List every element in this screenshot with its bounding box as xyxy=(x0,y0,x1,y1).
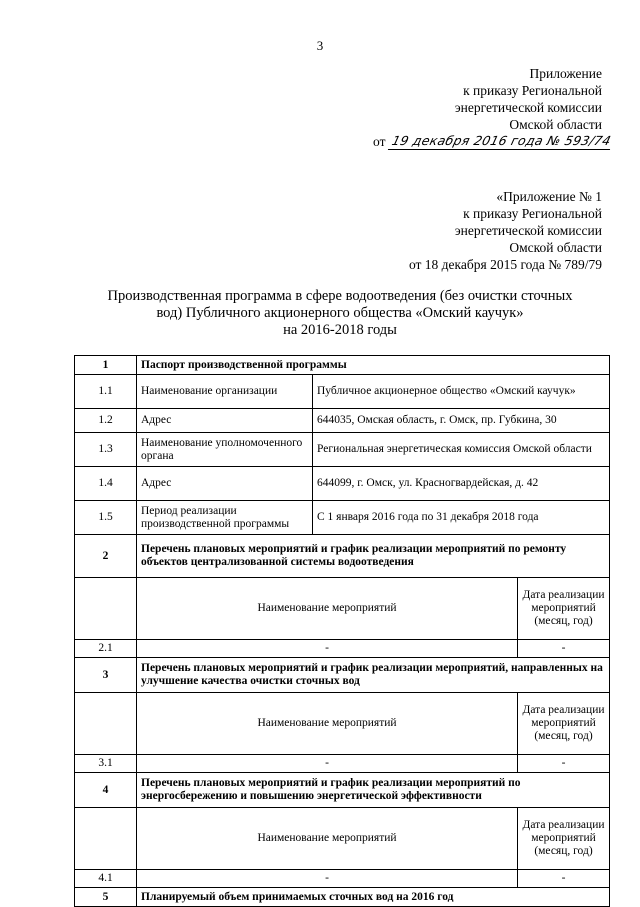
row-number: 1.2 xyxy=(75,409,137,433)
table-row xyxy=(75,375,610,409)
row-value: 644035, Омская область, г. Омск, пр. Губкина, 30 xyxy=(313,409,610,433)
row-number: 1.4 xyxy=(75,467,137,501)
section-number: 3 xyxy=(75,658,137,693)
row-value: С 1 января 2016 года по 31 декабря 2018 года xyxy=(313,501,610,535)
column-header-name: Наименование мероприятий xyxy=(137,693,518,755)
table-row xyxy=(75,808,610,870)
title-line: вод) Публичного акционерного общества «Омский каучук» xyxy=(156,305,524,321)
row-number: 4.1 xyxy=(75,870,137,888)
row-value: Публичное акционерное общество «Омский каучук» xyxy=(313,375,610,409)
section-number: 4 xyxy=(75,773,137,808)
appendix-line: Омской области xyxy=(509,240,602,255)
row-number: 1.3 xyxy=(75,433,137,467)
table-row xyxy=(75,658,610,693)
row-label: Адрес xyxy=(137,409,313,433)
table-row xyxy=(75,578,610,640)
appendix-header xyxy=(455,65,602,133)
empty-cell xyxy=(75,693,137,755)
row-number: 2.1 xyxy=(75,640,137,658)
table-row xyxy=(75,888,610,907)
appendix-line: к приказу Региональной xyxy=(463,206,602,221)
appendix-line: Приложение xyxy=(529,66,602,81)
appendix-line: энергетической комиссии xyxy=(454,223,602,238)
column-header-date: Дата реализации мероприятий (месяц, год) xyxy=(518,808,610,870)
column-header-date: Дата реализации мероприятий (месяц, год) xyxy=(518,578,610,640)
table-row xyxy=(75,693,610,755)
row-date: - xyxy=(518,870,610,888)
row-label: Наименование уполномоченного органа xyxy=(137,433,313,467)
row-number: 3.1 xyxy=(75,755,137,773)
program-table xyxy=(74,355,610,907)
section-title: Паспорт производственной программы xyxy=(137,356,610,375)
section-title: Перечень плановых мероприятий и график реализации мероприятий, направленных на улучшение качества очистки сточных вод xyxy=(137,658,610,693)
section-number: 1 xyxy=(75,356,137,375)
appendix-line: Омской области xyxy=(509,117,602,132)
handwritten-order-date: 19 декабря 2016 года № 593/74 xyxy=(387,133,614,150)
empty-cell xyxy=(75,578,137,640)
appendix-line: к приказу Региональной xyxy=(463,83,602,98)
table-row xyxy=(75,535,610,578)
section-title: Перечень плановых мероприятий и график реализации мероприятий по ремонту объектов централизованной системы водоотведения xyxy=(137,535,610,578)
table-row xyxy=(75,870,610,888)
row-date: - xyxy=(518,640,610,658)
document-title xyxy=(80,288,600,339)
section-number: 2 xyxy=(75,535,137,578)
table-row xyxy=(75,773,610,808)
table-row xyxy=(75,640,610,658)
section-title: Перечень плановых мероприятий и график реализации мероприятий по энергосбережению и повышению энергетической эффективности xyxy=(137,773,610,808)
row-value: Региональная энергетическая комиссия Омской области xyxy=(313,433,610,467)
section-title: Планируемый объем принимаемых сточных вод на 2016 год xyxy=(137,888,610,907)
section-number: 5 xyxy=(75,888,137,907)
row-name: - xyxy=(137,640,518,658)
row-value: 644099, г. Омск, ул. Красногвардейская, д. 42 xyxy=(313,467,610,501)
page-number: 3 xyxy=(316,38,324,53)
row-date: - xyxy=(518,755,610,773)
original-appendix-header xyxy=(409,188,602,273)
row-label: Адрес xyxy=(137,467,313,501)
order-date-line xyxy=(373,133,612,150)
row-name: - xyxy=(137,755,518,773)
empty-cell xyxy=(75,808,137,870)
row-number: 1.1 xyxy=(75,375,137,409)
row-number: 1.5 xyxy=(75,501,137,535)
title-line: Производственная программа в сфере водоотведения (без очистки сточных xyxy=(107,288,573,304)
title-line: на 2016-2018 годы xyxy=(283,322,397,338)
column-header-name: Наименование мероприятий xyxy=(137,578,518,640)
row-name: - xyxy=(137,870,518,888)
column-header-name: Наименование мероприятий xyxy=(137,808,518,870)
row-label: Период реализации производственной программы xyxy=(137,501,313,535)
table-row xyxy=(75,356,610,375)
table-row xyxy=(75,467,610,501)
table-row xyxy=(75,755,610,773)
row-label: Наименование организации xyxy=(137,375,313,409)
appendix-line: «Приложение № 1 xyxy=(496,189,602,204)
appendix-line: от 18 декабря 2015 года № 789/79 xyxy=(408,257,602,272)
table-row xyxy=(75,433,610,467)
order-prefix: от xyxy=(373,134,386,149)
table-row xyxy=(75,501,610,535)
table-row xyxy=(75,409,610,433)
column-header-date: Дата реализации мероприятий (месяц, год) xyxy=(518,693,610,755)
appendix-line: энергетической комиссии xyxy=(454,100,602,115)
